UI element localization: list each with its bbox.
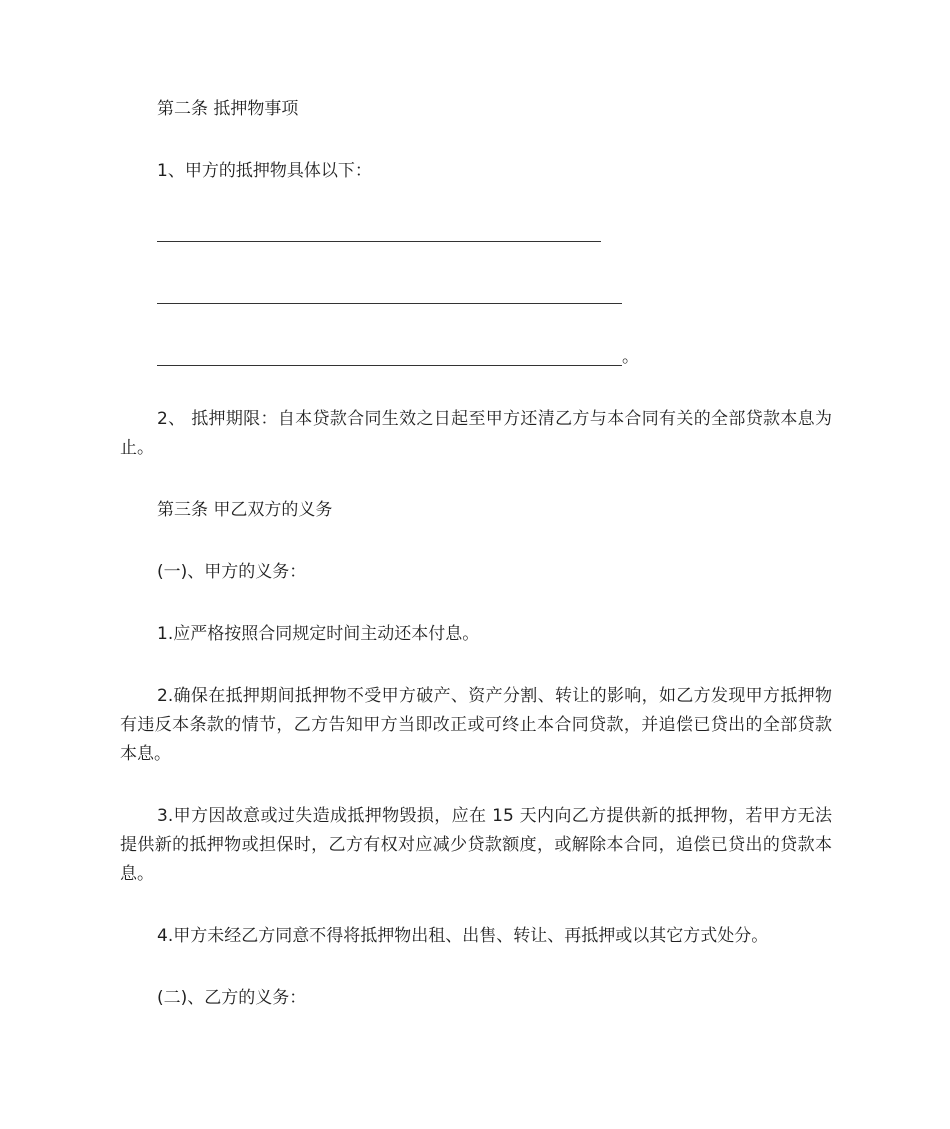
blank-underline — [157, 364, 622, 366]
fill-in-blank-3 — [157, 343, 639, 372]
party-b-obligations-heading: (二)、乙方的义务： — [157, 988, 307, 1008]
party-a-obligation-2: 2.确保在抵押期间抵押物不受甲方破产、资产分割、转让的影响，如乙方发现甲方抵押物有违反本条款的情节，乙方告知甲方当即改正或可终止本合同贷款，并追偿已贷出的全部贷款本息。 — [120, 686, 832, 764]
party-a-obligation-3: 3.甲方因故意或过失造成抵押物毁损，应在 15 天内向乙方提供新的抵押物，若甲方无法提供新的抵押物或担保时，乙方有权对应减少贷款额度，或解除本合同，追偿已贷出的贷款本息。 — [120, 806, 832, 884]
blank-end-punctuation: 。 — [622, 347, 639, 367]
article-2-item-1: 1、甲方的抵押物具体以下： — [157, 161, 372, 181]
blank-underline — [157, 302, 622, 304]
article-3-heading: 第三条 甲乙双方的义务 — [157, 500, 333, 520]
blank-underline — [157, 240, 601, 242]
party-a-obligation-1: 1.应严格按照合同规定时间主动还本付息。 — [157, 624, 480, 644]
article-2-heading: 第二条 抵押物事项 — [157, 99, 299, 119]
party-a-obligation-4: 4.甲方未经乙方同意不得将抵押物出租、出售、转让、再抵押或以其它方式处分。 — [157, 926, 769, 946]
party-a-obligations-heading: (一)、甲方的义务： — [157, 562, 307, 582]
fill-in-blank-2 — [157, 281, 622, 310]
fill-in-blank-1 — [157, 219, 601, 248]
article-2-item-2: 2、 抵押期限：自本贷款合同生效之日起至甲方还清乙方与本合同有关的全部贷款本息为止。 — [120, 409, 832, 458]
